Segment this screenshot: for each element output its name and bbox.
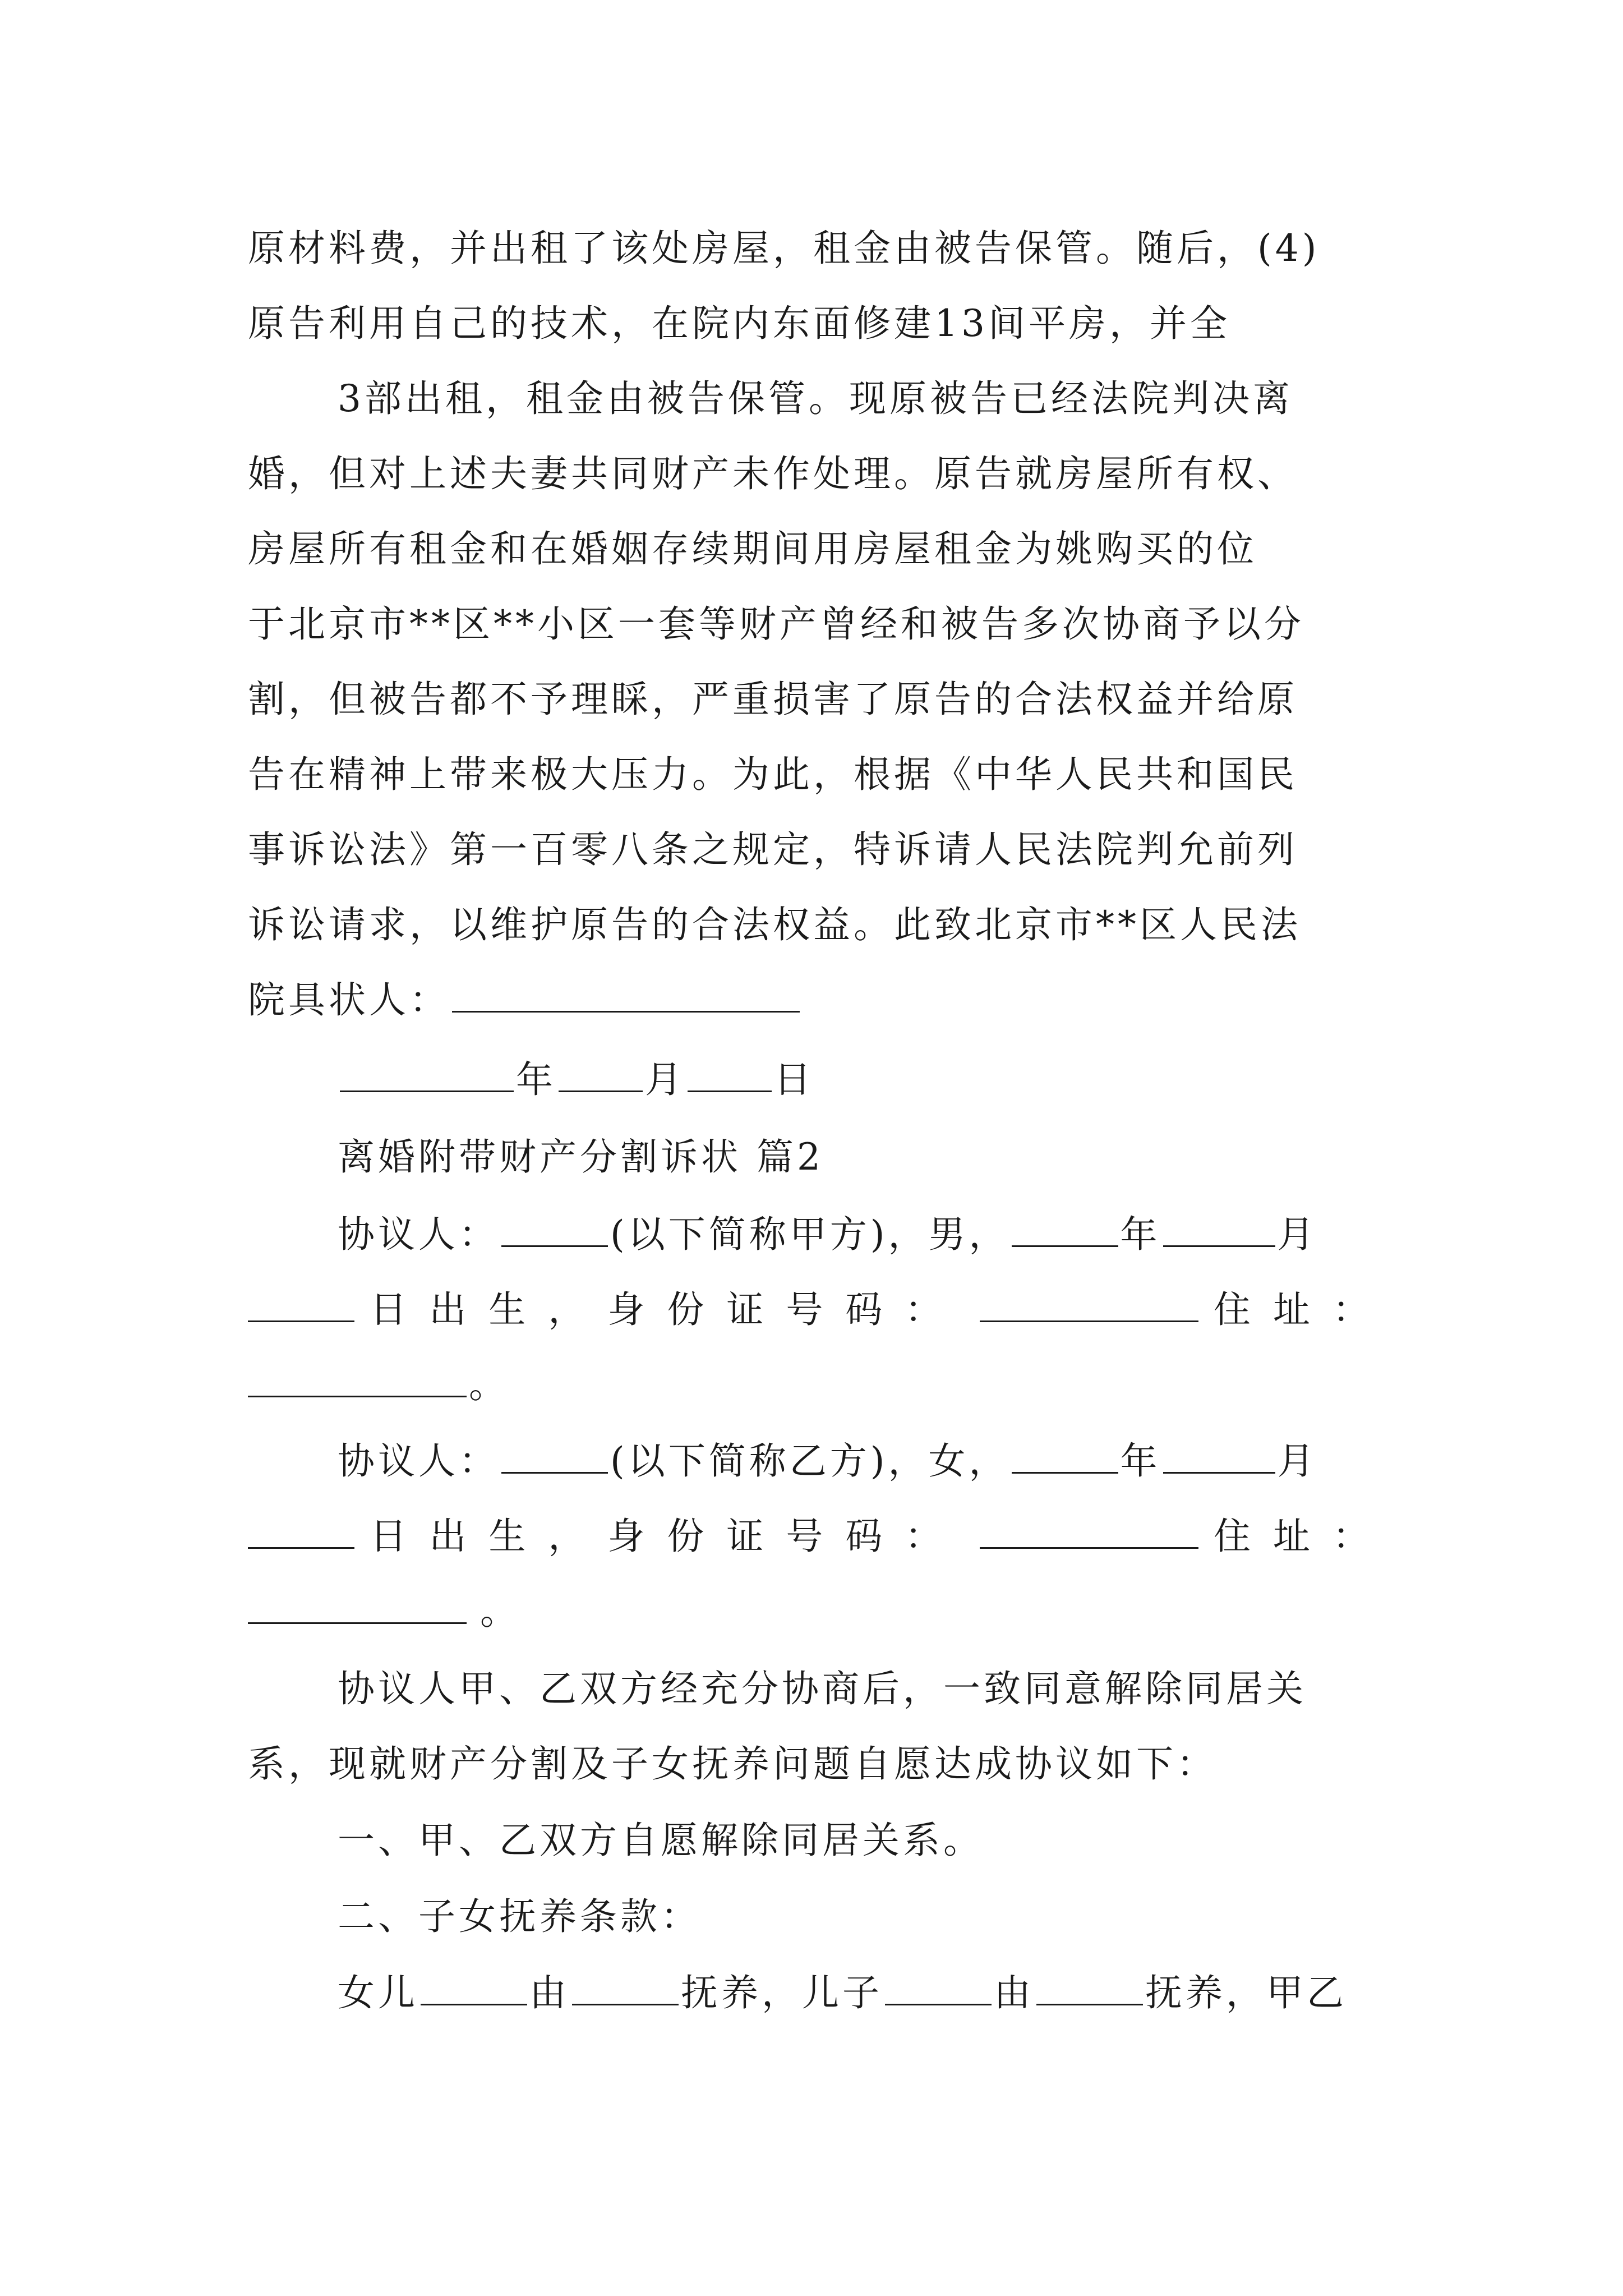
party-a-id-blank bbox=[980, 1286, 1198, 1322]
paragraph-line: 事诉讼法》第一百零八条之规定，特诉请人民法院判允前列 bbox=[248, 828, 1298, 871]
party-a-month: 月 bbox=[1277, 1213, 1318, 1256]
custody-raise-2: 抚养，甲乙 bbox=[1145, 1971, 1347, 2014]
custody-guardian-2-blank bbox=[1036, 1969, 1143, 2005]
party-b-line2 bbox=[248, 1511, 1392, 1562]
party-a-line3 bbox=[248, 1360, 1392, 1410]
party-b-day-blank bbox=[248, 1512, 354, 1549]
agreement-line: 系，现就财产分割及子女抚养问题自愿达成协议如下： bbox=[248, 1742, 1217, 1786]
custody-by-1: 由 bbox=[529, 1971, 570, 2014]
party-b-month-blank bbox=[1163, 1437, 1275, 1474]
signature-line bbox=[248, 975, 1392, 1025]
party-a-month-blank bbox=[1163, 1211, 1275, 1247]
paragraph-line: 3部出租，租金由被告保管。现原被告已经法院判决离 bbox=[338, 377, 1293, 420]
paragraph-line: 告在精神上带来极大压力。为此，根据《中华人民共和国民 bbox=[248, 753, 1298, 796]
party-a-year-blank bbox=[1012, 1211, 1118, 1247]
party-b-name-blank bbox=[501, 1437, 608, 1474]
agreement-line: 协议人甲、乙双方经充分协商后，一致同意解除同居关 bbox=[338, 1667, 1307, 1710]
month-label: 月 bbox=[645, 1058, 685, 1101]
paragraph-line: 婚，但对上述夫妻共同财产未作处理。原告就房屋所有权、 bbox=[248, 452, 1298, 495]
custody-daughter-blank bbox=[421, 1969, 527, 2005]
party-b-year: 年 bbox=[1120, 1439, 1161, 1483]
paragraph-line: 原材料费，并出租了该处房屋，租金由被告保管。随后，(4) bbox=[248, 227, 1320, 270]
year-blank bbox=[340, 1056, 514, 1092]
date-line bbox=[338, 1055, 1482, 1105]
custody-guardian-1-blank bbox=[572, 1969, 679, 2005]
party-b-month: 月 bbox=[1277, 1439, 1318, 1483]
year-label: 年 bbox=[516, 1058, 556, 1101]
paragraph-line: 割，但被告都不予理睬，严重损害了原告的合法权益并给原 bbox=[248, 678, 1298, 721]
party-b-line3 bbox=[248, 1586, 1392, 1637]
party-a-end: 。 bbox=[469, 1363, 509, 1406]
custody-son-blank bbox=[885, 1969, 992, 2005]
party-b-label: 协议人： bbox=[338, 1439, 499, 1483]
paragraph-line: 原告利用自己的技术，在院内东面修建13间平房，并全 bbox=[248, 302, 1230, 345]
party-a-line2 bbox=[248, 1285, 1392, 1335]
party-a-name-blank bbox=[501, 1211, 608, 1247]
party-b-address-blank bbox=[248, 1588, 467, 1624]
party-b-desc: (以下简称乙方)，女， bbox=[610, 1439, 1009, 1483]
party-a-birth-id: 日出生，身份证号码： bbox=[370, 1288, 965, 1331]
clause-1: 一、甲、乙双方自愿解除同居关系。 bbox=[338, 1819, 984, 1862]
party-b-birth-id: 日出生，身份证号码： bbox=[370, 1515, 965, 1558]
party-b-line1 bbox=[338, 1436, 1392, 1487]
party-a-address: 住址： bbox=[1213, 1288, 1392, 1331]
custody-by-2: 由 bbox=[994, 1971, 1034, 2014]
day-label: 日 bbox=[774, 1058, 814, 1101]
signature-blank bbox=[452, 976, 800, 1013]
paragraph-line: 诉讼请求，以维护原告的合法权益。此致北京市**区人民法 bbox=[248, 903, 1301, 946]
paragraph-line: 于北京市**区**小区一套等财产曾经和被告多次协商予以分 bbox=[248, 602, 1304, 646]
party-b-address: 住址： bbox=[1213, 1515, 1392, 1558]
custody-raise-1: 抚养，儿子 bbox=[681, 1971, 883, 2014]
signature-label: 院具状人： bbox=[248, 978, 450, 1022]
custody-daughter: 女儿 bbox=[338, 1971, 418, 2014]
clause-2: 二、子女抚养条款： bbox=[338, 1895, 701, 1938]
paragraph-line: 房屋所有租金和在婚姻存续期间用房屋租金为姚购买的位 bbox=[248, 527, 1257, 570]
party-a-label: 协议人： bbox=[338, 1213, 499, 1256]
party-a-address-blank bbox=[248, 1361, 467, 1397]
party-a-desc: (以下简称甲方)，男， bbox=[610, 1213, 1009, 1256]
party-a-day-blank bbox=[248, 1286, 354, 1322]
month-blank bbox=[559, 1056, 643, 1092]
party-a-line1 bbox=[338, 1209, 1392, 1260]
custody-line bbox=[338, 1968, 1392, 2018]
party-a-year: 年 bbox=[1120, 1213, 1161, 1256]
party-b-id-blank bbox=[980, 1512, 1198, 1549]
party-b-year-blank bbox=[1012, 1437, 1118, 1474]
party-b-end: 。 bbox=[480, 1590, 520, 1633]
section-title: 离婚附带财产分割诉状 篇2 bbox=[338, 1135, 824, 1179]
day-blank bbox=[688, 1056, 772, 1092]
